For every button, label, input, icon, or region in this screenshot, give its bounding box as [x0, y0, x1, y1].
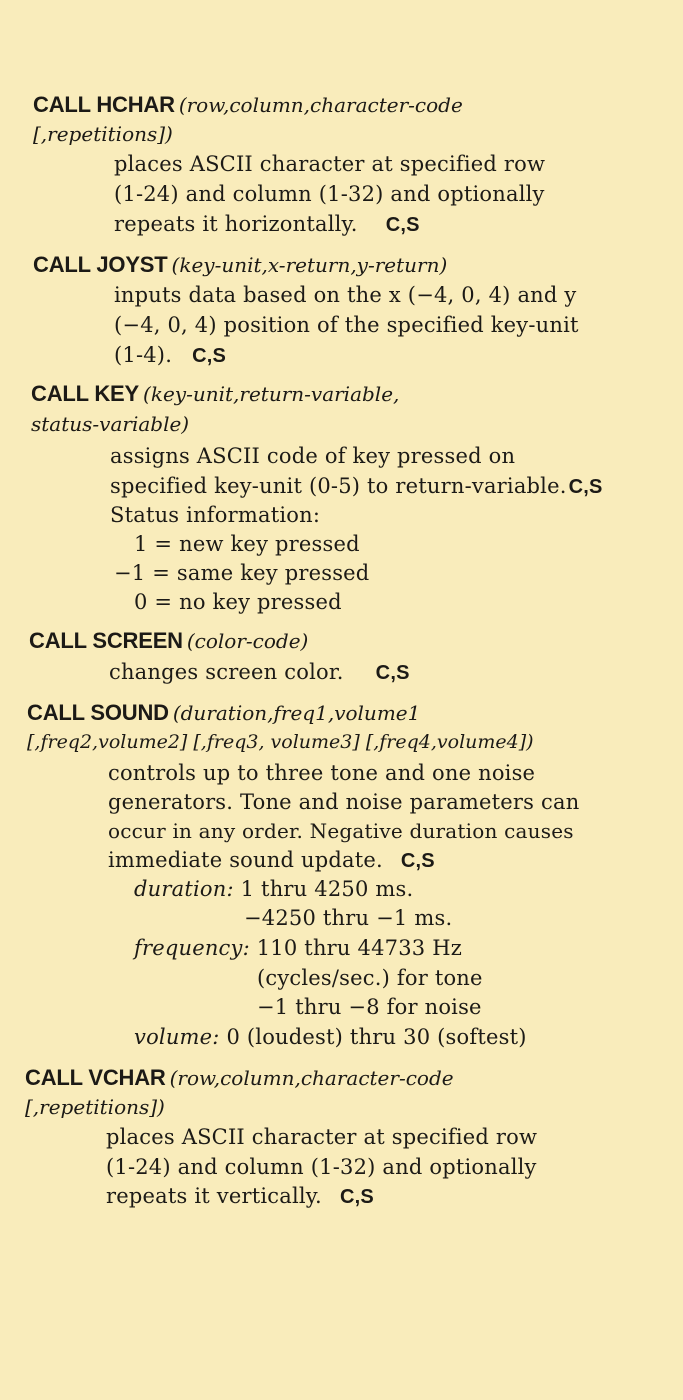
hchar-flag: C,S	[385, 214, 420, 236]
key-keyword: CALL KEY	[31, 381, 140, 406]
vchar-desc-2: (1-24) and column (1-32) and optionally	[106, 1155, 537, 1179]
sound-desc-2: generators. Tone and noise parameters can	[108, 790, 580, 814]
sound-frequency-3: −1 thru −8 for noise	[257, 995, 482, 1019]
sound-args-1: (duration,freq1,volume1	[172, 701, 421, 725]
hchar-keyword: CALL HCHAR	[33, 92, 175, 117]
vchar-flag: C,S	[339, 1186, 374, 1208]
key-status-1: 1 = new key pressed	[134, 532, 360, 556]
hchar-args-1: (row,column,character-code	[178, 93, 463, 117]
sound-duration-2: −4250 thru −1 ms.	[244, 906, 453, 930]
key-desc-1: assigns ASCII code of key pressed on	[110, 444, 516, 468]
key-args-2: status-variable)	[31, 412, 190, 436]
vchar-keyword: CALL VCHAR	[25, 1065, 166, 1090]
sound-frequency-1: frequency: 110 thru 44733 Hz	[134, 936, 462, 960]
joyst-keyword: CALL JOYST	[33, 252, 168, 277]
hchar-header	[33, 92, 463, 118]
volume-label: volume:	[134, 1025, 220, 1049]
key-flag: C,S	[568, 476, 603, 498]
vchar-header	[25, 1065, 454, 1091]
sound-desc-3: occur in any order. Negative duration causes	[108, 819, 574, 843]
vchar-desc-1: places ASCII character at specified row	[106, 1125, 538, 1149]
key-desc-2: specified key-unit (0-5) to return-variable. C,S	[110, 474, 603, 498]
screen-flag: C,S	[375, 662, 410, 684]
duration-label: duration:	[134, 877, 234, 901]
vchar-args-2: [,repetitions])	[25, 1095, 165, 1119]
sound-header	[27, 700, 420, 726]
key-args-1: (key-unit,return-variable,	[143, 382, 400, 406]
screen-header	[29, 628, 308, 654]
sound-duration-1: duration: 1 thru 4250 ms.	[134, 877, 414, 901]
joyst-desc-3: (1-4). C,S	[114, 343, 227, 367]
vchar-args-1: (row,column,character-code	[169, 1066, 454, 1090]
screen-args-1: (color-code)	[186, 629, 309, 653]
hchar-desc-3: repeats it horizontally. C,S	[114, 212, 420, 236]
key-desc-3: Status information:	[110, 503, 321, 527]
sound-keyword: CALL SOUND	[27, 700, 169, 725]
key-header	[31, 381, 399, 407]
hchar-args-2: [,repetitions])	[33, 122, 173, 146]
sound-desc-1: controls up to three tone and one noise	[108, 761, 536, 785]
sound-args-2: [,freq2,volume2] [,freq3, volume3] [,freq4,volume4])	[27, 731, 534, 753]
joyst-args-1: (key-unit,x-return,y-return)	[171, 253, 448, 277]
sound-frequency-2: (cycles/sec.) for tone	[257, 966, 483, 990]
sound-volume-1: volume: 0 (loudest) thru 30 (softest)	[134, 1025, 527, 1049]
joyst-desc-1: inputs data based on the x (−4, 0, 4) and y	[114, 283, 577, 307]
screen-desc-1: changes screen color. C,S	[109, 660, 410, 684]
key-status-3: 0 = no key pressed	[134, 590, 342, 614]
screen-keyword: CALL SCREEN	[29, 628, 183, 653]
hchar-desc-2: (1-24) and column (1-32) and optionally	[114, 182, 545, 206]
vchar-desc-3: repeats it vertically. C,S	[106, 1184, 374, 1208]
joyst-desc-2: (−4, 0, 4) position of the specified key-unit	[114, 313, 579, 337]
sound-desc-4: immediate sound update. C,S	[108, 848, 435, 872]
hchar-desc-1: places ASCII character at specified row	[114, 152, 546, 176]
sound-flag: C,S	[400, 850, 435, 872]
frequency-label: frequency:	[134, 936, 250, 960]
key-status-2: −1 = same key pressed	[114, 561, 370, 585]
joyst-header	[33, 252, 447, 278]
joyst-flag: C,S	[192, 345, 227, 367]
